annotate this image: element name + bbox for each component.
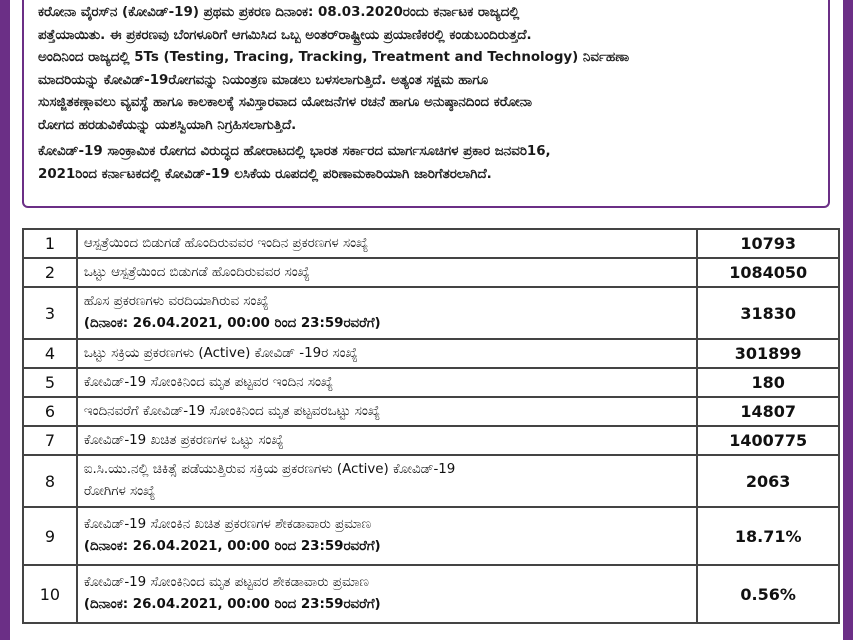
- row-value: 301899: [697, 339, 839, 368]
- table-row: [23, 258, 839, 287]
- row-date-range: (ದಿನಾಂಕ: 26.04.2021, 00:00 ರಿಂದ 23:59ರವರೆಗೆ): [83, 539, 381, 554]
- table-row: [23, 368, 839, 397]
- intro-box: [22, 0, 830, 208]
- row-description: ಕೋವಿಡ್-19 ಖಚಿತ ಪ್ರಕರಣಗಳ ಒಟ್ಟು ಸಂಖ್ಯೆ: [77, 426, 697, 455]
- row-description: ಕೋವಿಡ್-19 ಸೋಂಕಿನ ಖಚಿತ ಪ್ರಕರಣಗಳ ಶೇಕಡಾವಾರು ಪ್ರಮಾಣ: [83, 517, 372, 532]
- row-description: ಒಟ್ಟು ಸಕ್ರಿಯ ಪ್ರಕರಣಗಳು (Active) ಕೋವಿಡ್ -19ರ ಸಂಖ್ಯೆ: [77, 339, 697, 368]
- intro-line: ಮಾದರಿಯನ್ನು ಕೋವಿಡ್-19ರೋಗವನ್ನು ನಿಯಂತ್ರಣ ಮಾಡಲು ಬಳಸಲಾಗುತ್ತಿದೆ. ಅತ್ಯಂತ ಸಕ್ಷಮ ಹಾಗೂ: [38, 72, 489, 88]
- row-description-cell: [77, 565, 697, 623]
- row-number: 2: [23, 258, 77, 287]
- intro-line: 2021ರಿಂದ ಕರ್ನಾಟಕದಲ್ಲಿ ಕೋವಿಡ್-19 ಲಸಿಕೆಯ ರೂಪದಲ್ಲಿ ಪರಿಣಾಮಕಾರಿಯಾಗಿ ಜಾರಿಗೆತರಲಾಗಿದೆ.: [38, 166, 492, 182]
- intro-line: ರೋಗದ ಹರಡುವಿಕೆಯನ್ನು ಯಶಸ್ವಿಯಾಗಿ ನಿಗ್ರಹಿಸಲಾಗುತ್ತಿದೆ.: [38, 117, 297, 133]
- table-row: [23, 339, 839, 368]
- row-value: 1084050: [697, 258, 839, 287]
- table-row: [23, 455, 839, 507]
- table-row: [23, 426, 839, 455]
- intro-paragraph-2: [38, 141, 814, 186]
- row-description-cell: [77, 455, 697, 507]
- intro-paragraph-1: [38, 2, 814, 137]
- table-row: [23, 507, 839, 565]
- row-number: 10: [23, 565, 77, 623]
- row-number: 1: [23, 229, 77, 258]
- row-number: 3: [23, 287, 77, 339]
- row-date-range: (ದಿನಾಂಕ: 26.04.2021, 00:00 ರಿಂದ 23:59ರವರೆಗೆ): [83, 316, 381, 331]
- intro-line: ಕರೋನಾ ವೈರಸ್‌ನ (ಕೋವಿಡ್-19) ಪ್ರಥಮ ಪ್ರಕರಣ ದಿನಾಂಕ: 08.03.2020ರಂದು ಕರ್ನಾಟಕ ರಾಜ್ಯದಲ್ಲಿ: [38, 5, 520, 20]
- row-number: 6: [23, 397, 77, 426]
- row-description: ಕೋವಿಡ್-19 ಸೋಂಕಿನಿಂದ ಮೃತ ಪಟ್ಟವರ ಶೇಕಡಾವಾರು ಪ್ರಮಾಣ: [83, 575, 369, 590]
- row-number: 9: [23, 507, 77, 565]
- row-value: 180: [697, 368, 839, 397]
- intro-line: ಪತ್ತೆಯಾಯಿತು. ಈ ಪ್ರಕರಣವು ಬೆಂಗಳೂರಿಗೆ ಆಗಮಿಸಿದ ಒಬ್ಬ ಅಂತರ್‌ರಾಷ್ಟ್ರೀಯ ಪ್ರಯಾಣಿಕರಲ್ಲಿ ಕಂಡುಬಂದಿರುತ್ತದೆ.: [38, 27, 532, 43]
- row-number: 4: [23, 339, 77, 368]
- row-description: ಹೊಸ ಪ್ರಕರಣಗಳು ವರದಿಯಾಗಿರುವ ಸಂಖ್ಯೆ: [83, 294, 269, 309]
- table-row: [23, 565, 839, 623]
- table-row: [23, 229, 839, 258]
- row-value: 10793: [697, 229, 839, 258]
- row-value: 2063: [697, 455, 839, 507]
- table-row: [23, 397, 839, 426]
- row-description: ಒಟ್ಟು ಆಸ್ಪತ್ರೆಯಿಂದ ಬಿಡುಗಡೆ ಹೊಂದಿರುವವರ ಸಂಖ್ಯೆ: [77, 258, 697, 287]
- row-description-continued: ರೋಗಿಗಳ ಸಂಖ್ಯೆ: [83, 484, 156, 499]
- table-row: [23, 287, 839, 339]
- row-description: ಆಸ್ಪತ್ರೆಯಿಂದ ಬಿಡುಗಡೆ ಹೊಂದಿರುವವರ ಇಂದಿನ ಪ್ರಕರಣಗಳ ಸಂಖ್ಯೆ: [77, 229, 697, 258]
- row-date-range: (ದಿನಾಂಕ: 26.04.2021, 00:00 ರಿಂದ 23:59ರವರೆಗೆ): [83, 597, 381, 612]
- row-description-cell: [77, 287, 697, 339]
- row-number: 7: [23, 426, 77, 455]
- intro-line: ಅಂದಿನಿಂದ ರಾಜ್ಯದಲ್ಲಿ 5Ts (Testing, Tracing, Tracking, Treatment and Technology) ನಿರ್ವಹಣಾ: [38, 50, 630, 65]
- row-description-cell: [77, 507, 697, 565]
- row-number: 5: [23, 368, 77, 397]
- row-description: ಕೋವಿಡ್-19 ಸೋಂಕಿನಿಂದ ಮೃತ ಪಟ್ಟವರ ಇಂದಿನ ಸಂಖ್ಯೆ: [77, 368, 697, 397]
- row-value: 18.71%: [697, 507, 839, 565]
- intro-line: ಕೋವಿಡ್-19 ಸಾಂಕ್ರಾಮಿಕ ರೋಗದ ವಿರುದ್ಧದ ಹೋರಾಟದಲ್ಲಿ ಭಾರತ ಸರ್ಕಾರದ ಮಾರ್ಗಸೂಚಿಗಳ ಪ್ರಕಾರ ಜನವರಿ16,: [38, 144, 551, 159]
- row-value: 14807: [697, 397, 839, 426]
- row-value: 0.56%: [697, 565, 839, 623]
- row-value: 31830: [697, 287, 839, 339]
- row-description: ಇಂದಿನವರೆಗೆ ಕೋವಿಡ್-19 ಸೋಂಕಿನಿಂದ ಮೃತ ಪಟ್ಟವರಒಟ್ಟು ಸಂಖ್ಯೆ: [77, 397, 697, 426]
- covid-stats-table: [22, 228, 840, 624]
- row-value: 1400775: [697, 426, 839, 455]
- row-number: 8: [23, 455, 77, 507]
- row-description: ಐ.ಸಿ.ಯು.ನಲ್ಲಿ ಚಿಕಿತ್ಸೆ ಪಡೆಯುತ್ತಿರುವ ಸಕ್ರಿಯ ಪ್ರಕರಣಗಳು (Active) ಕೋವಿಡ್-19: [83, 462, 456, 477]
- intro-line: ಸುಸಜ್ಜಿತಕಣ್ಗಾವಲು ವ್ಯವಸ್ಥೆ ಹಾಗೂ ಕಾಲಕಾಲಕ್ಕೆ ಸವಿಸ್ತಾರವಾದ ಯೋಜನೆಗಳ ರಚನೆ ಹಾಗೂ ಅನುಷ್ಠಾನದಿಂದ ಕರೋನಾ: [38, 95, 532, 110]
